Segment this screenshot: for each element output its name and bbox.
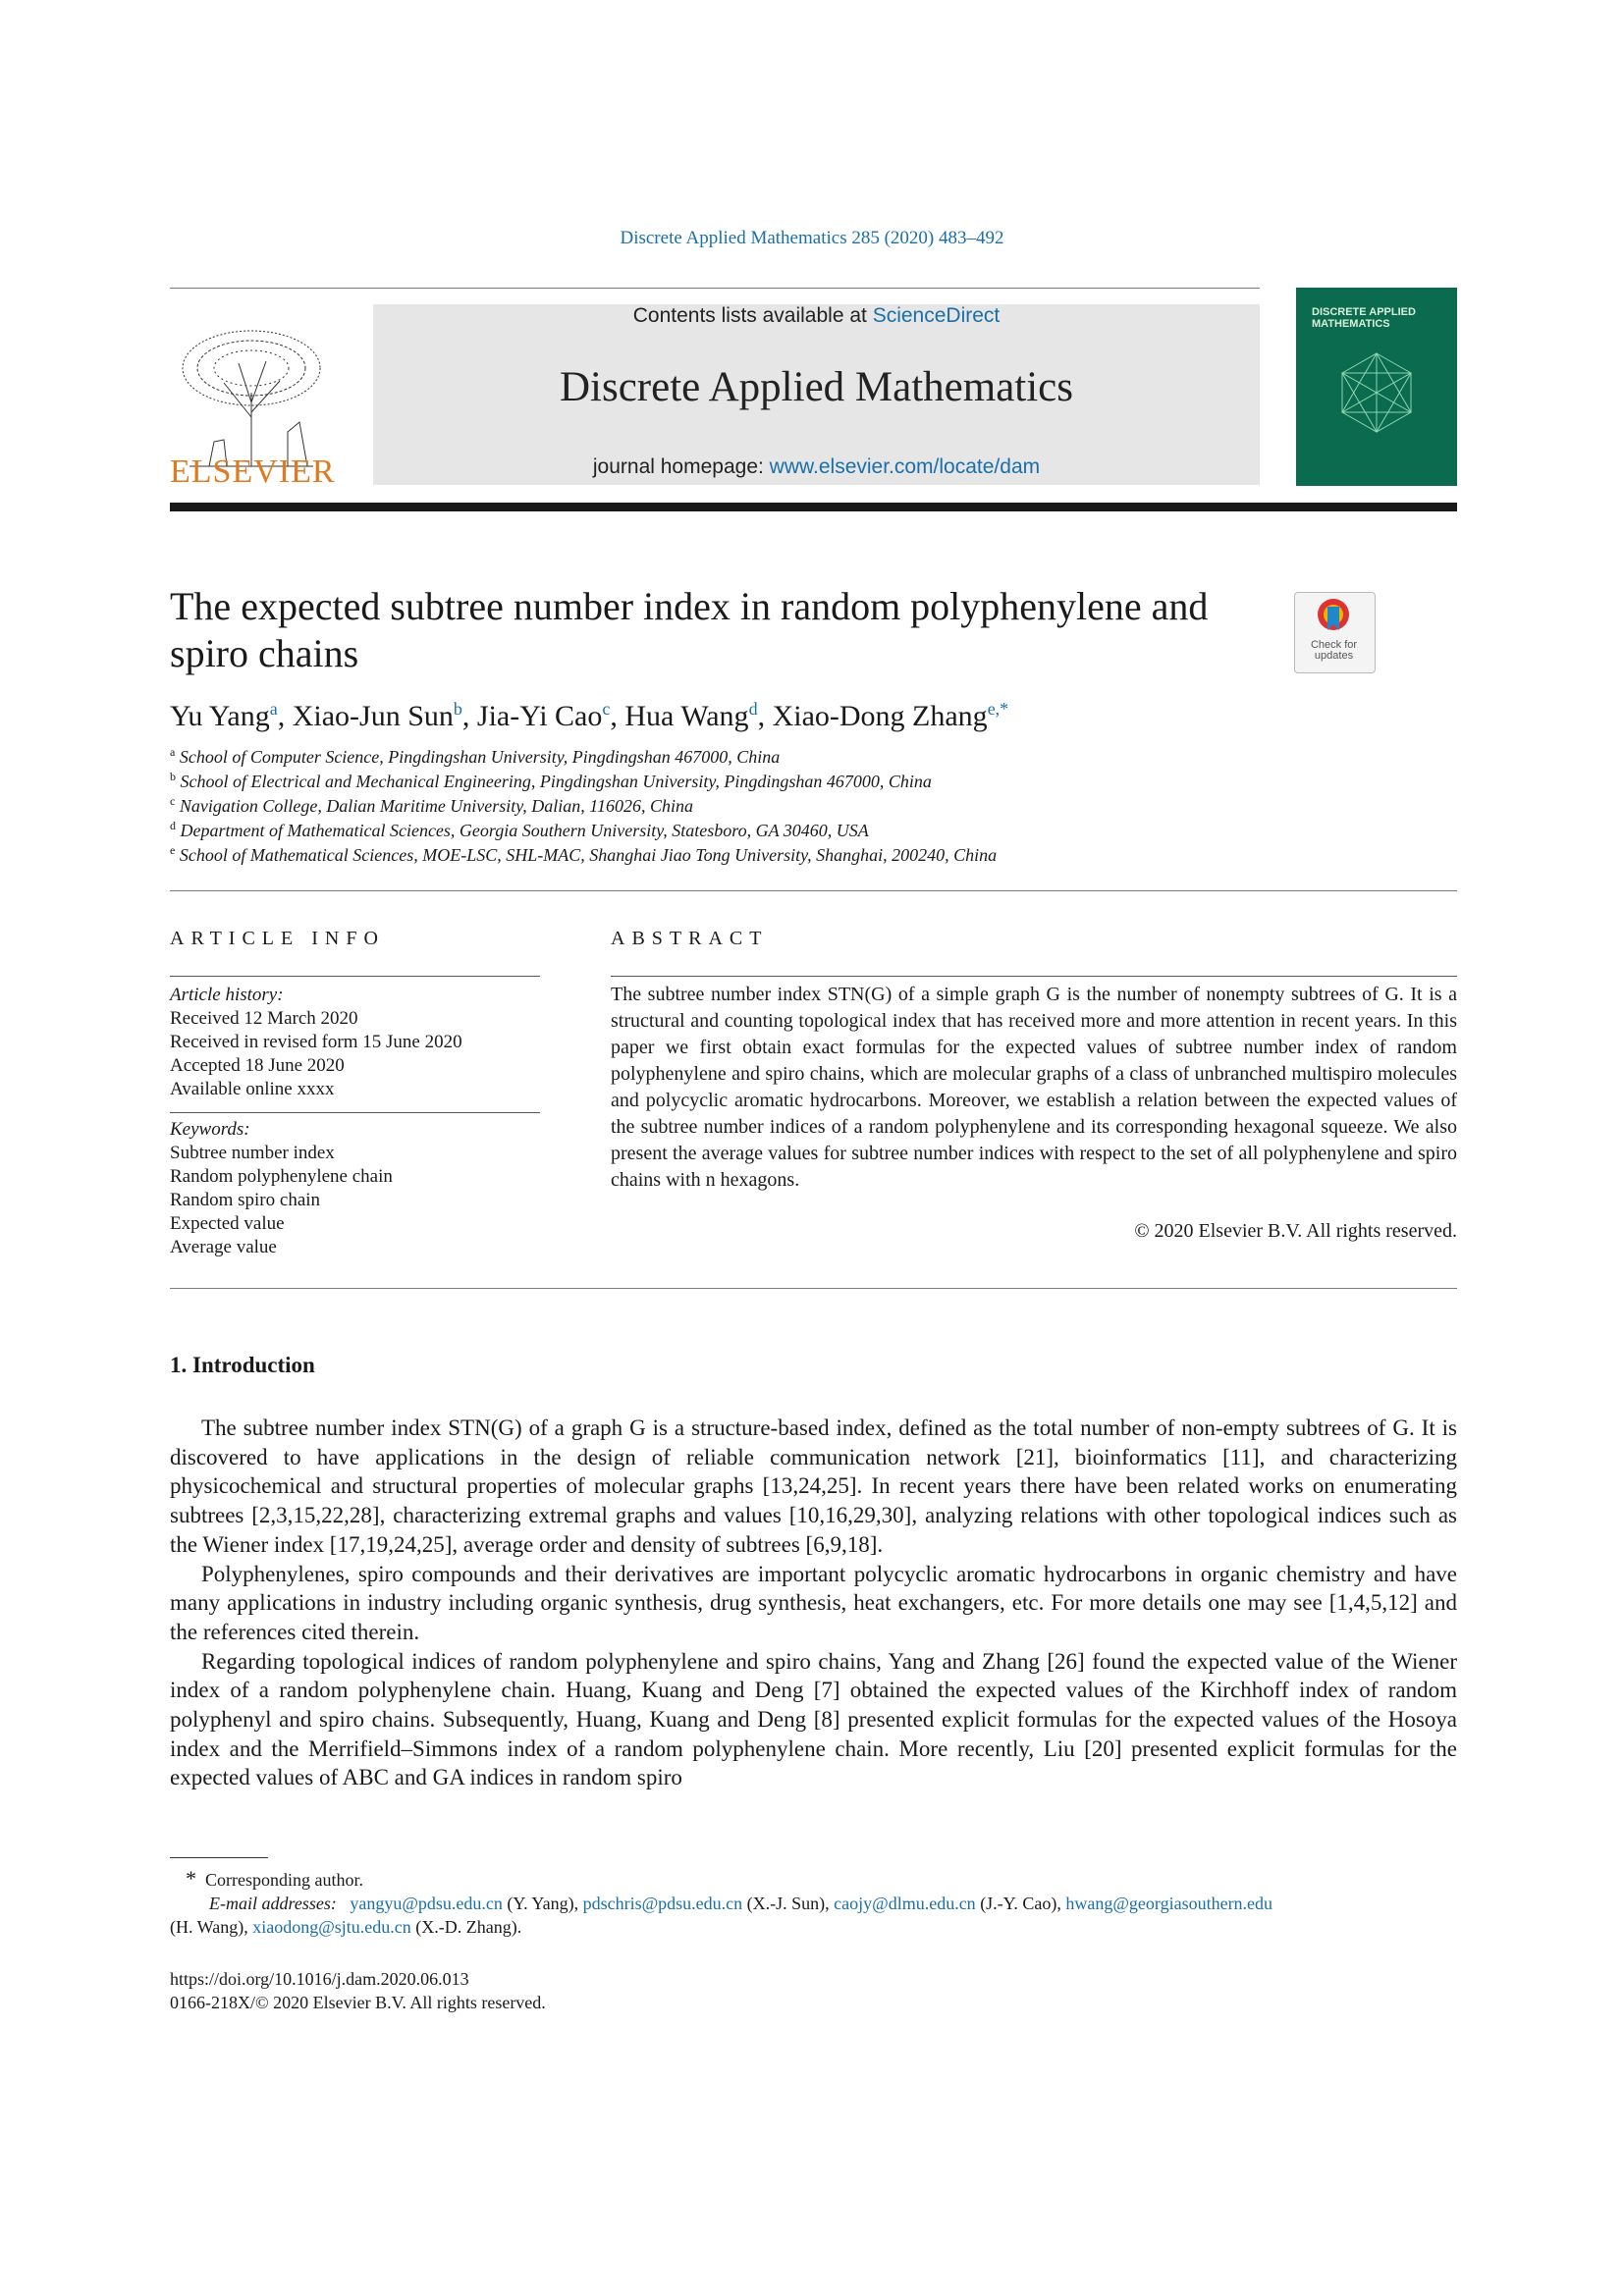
author-mark[interactable]: b xyxy=(453,699,462,719)
email-link[interactable]: yangyu@pdsu.edu.cn xyxy=(350,1894,503,1913)
abstract-text: The subtree number index STN(G) of a simple graph G is the number of nonempty subtrees of G. It is a structural and counting topological index that has received more and more attention in recent years. In this paper we first obtain exact formulas for the expected values of subtree number index of random polyphenylene and spiro chains, which are molecular graphs of a class of unbranched multispiro molecules and polycyclic aromatic hydrocarbons. Moreover, we establish a relation between the expected values of the subtree number indices of a random polyphenylene and its corresponding hexagonal squeeze. We also present the average values for subtree number indices with respect to the set of all polyphenylene and spiro chains with n hexagons. xyxy=(611,984,1457,1191)
affiliation-mark: d xyxy=(170,819,176,832)
author-mark[interactable]: e,* xyxy=(987,699,1009,719)
author-name[interactable]: Yu Yang xyxy=(170,700,270,732)
divider xyxy=(170,1288,1457,1289)
article-history xyxy=(170,984,540,1101)
paragraph: Polyphenylenes, spiro compounds and their derivatives are important polycyclic aromatic hydrocarbons in organic chemistry and have many applications in industry including organic synthesis, drug synthesis, heat exchangers, etc. For more details one may see [1,4,5,12] and the references cited therein. xyxy=(170,1561,1457,1644)
email-owner: (Y. Yang), xyxy=(507,1894,579,1913)
check-for-updates-label: Check for updates xyxy=(1310,639,1358,662)
affiliation-mark: e xyxy=(170,843,176,857)
author-name[interactable]: Xiao-Jun Sun xyxy=(292,700,454,732)
article-info-heading: ARTICLE INFO xyxy=(170,928,385,949)
affiliation-text: Department of Mathematical Sciences, Georgia Southern University, Statesboro, GA 30460, USA xyxy=(180,821,869,840)
keywords-label: Keywords: xyxy=(170,1119,250,1140)
divider xyxy=(170,890,1457,891)
author-mark[interactable]: d xyxy=(748,699,758,719)
keyword: Random polyphenylene chain xyxy=(170,1166,393,1187)
footnote-rule xyxy=(170,1857,268,1858)
keyword: Average value xyxy=(170,1237,277,1257)
divider xyxy=(170,976,540,977)
sciencedirect-link[interactable]: ScienceDirect xyxy=(872,304,1001,327)
email-footnote-cont xyxy=(170,1915,1457,1939)
header-thick-rule xyxy=(170,503,1457,511)
elsevier-wordmark: ELSEVIER xyxy=(170,454,336,490)
author-name[interactable]: Jia-Yi Cao xyxy=(476,700,603,732)
footnote-text: Corresponding author. xyxy=(205,1870,363,1890)
affiliation xyxy=(170,819,1446,841)
affiliation-mark: b xyxy=(170,770,176,783)
paragraph: Regarding topological indices of random polyphenylene and spiro chains, Yang and Zhang [26] found the expected value of the Wiener index of a random polyphenylene chain. Huang, Kuang and Deng [7] obtained the expected values of the Kirchhoff index of random polyphenyl and spiro chains. Subsequently, Huang, Kuang and Deng [8] presented explicit formulas for the expected values of the Hosoya index and the Merrifield–Simmons index of a random polyphenylene chain. More recently, Liu [20] presented explicit formulas for the expected values of ABC and GA indices in random spiro xyxy=(170,1648,1457,1790)
keywords xyxy=(170,1118,540,1259)
email-link[interactable]: pdschris@pdsu.edu.cn xyxy=(582,1894,743,1913)
author-mark[interactable]: c xyxy=(602,699,611,719)
abstract-copyright: © 2020 Elsevier B.V. All rights reserved. xyxy=(1134,1220,1457,1242)
author-list: Yu Yang$^a$, Xiao-Jun Sun$^b$, Jia-Yi Cao$^c$, Hua Wang$^d$, Xiao-Dong Zhang$^{e,*}$ xyxy=(170,699,1009,732)
affiliation-mark: c xyxy=(170,794,176,808)
article-title: The expected subtree number index in random polyphenylene and spiro chains xyxy=(170,584,1209,675)
footnote-mark: * xyxy=(186,1866,196,1891)
corresponding-footnote xyxy=(170,1867,1457,1892)
affiliation-text: School of Electrical and Mechanical Engineering, Pingdingshan University, Pingdingshan 467000, China xyxy=(180,772,932,791)
email-footnote xyxy=(170,1892,1457,1915)
cover-graph-icon xyxy=(1332,348,1421,437)
history-label: Article history: xyxy=(170,985,284,1005)
affiliation xyxy=(170,770,1446,792)
journal-reference[interactable]: Discrete Applied Mathematics 285 (2020) 483–492 xyxy=(620,228,1004,248)
doi-link[interactable]: https://doi.org/10.1016/j.dam.2020.06.013 xyxy=(170,1969,469,1989)
history-item: Available online xxxx xyxy=(170,1079,335,1099)
homepage-prefix: journal homepage: xyxy=(592,455,770,478)
email-label: E-mail addresses: xyxy=(209,1894,337,1913)
contents-line xyxy=(373,304,1260,328)
email-owner: (X.-J. Sun), xyxy=(746,1894,830,1913)
paragraph: The subtree number index STN(G) of a graph G is a structure-based index, defined as the total number of non-empty subtrees of G. It is discovered to have applications in the design of reliable communication network [21], bioinformatics [11], and characterizing physicochemical and structural properties of molecular graphs [13,24,25]. In recent years there have been related works on enumerating subtrees [2,3,15,22,28], characterizing extremal graphs and values [10,16,29,30], analyzing relations with other topological indices such as the Wiener index [17,19,24,25], average order and density of subtrees [6,9,18]. xyxy=(170,1415,1457,1557)
affiliation-text: School of Computer Science, Pingdingshan University, Pingdingshan 467000, China xyxy=(179,747,781,767)
homepage-link[interactable]: www.elsevier.com/locate/dam xyxy=(769,455,1041,478)
affiliation-mark: a xyxy=(170,745,176,759)
affiliation xyxy=(170,745,1446,768)
homepage-line xyxy=(373,455,1260,479)
author-name[interactable]: Hua Wang xyxy=(624,700,749,732)
affiliation-text: Navigation College, Dalian Maritime University, Dalian, 116026, China xyxy=(179,796,693,816)
affiliation xyxy=(170,794,1446,817)
header-rule xyxy=(170,288,1260,289)
issn-line: 0166-218X/© 2020 Elsevier B.V. All rights reserved. xyxy=(170,1993,546,2012)
keyword: Expected value xyxy=(170,1213,285,1234)
keyword: Subtree number index xyxy=(170,1143,335,1163)
divider xyxy=(611,976,1457,977)
email-link[interactable]: caojy@dlmu.edu.cn xyxy=(834,1894,976,1913)
history-item: Accepted 18 June 2020 xyxy=(170,1055,345,1076)
email-owner: (J.-Y. Cao), xyxy=(980,1894,1061,1913)
email-link[interactable]: hwang@georgiasouthern.edu xyxy=(1065,1894,1273,1913)
email-link[interactable]: xiaodong@sjtu.edu.cn xyxy=(252,1917,411,1937)
section-heading: 1. Introduction xyxy=(170,1353,315,1377)
cover-title: DISCRETE APPLIED MATHEMATICS xyxy=(1312,306,1416,330)
abstract-heading: ABSTRACT xyxy=(611,928,769,949)
author-name[interactable]: Xiao-Dong Zhang xyxy=(772,700,988,732)
affiliation-text: School of Mathematical Sciences, MOE-LSC, SHL-MAC, Shanghai Jiao Tong University, Shanghai, 200240, China xyxy=(179,845,998,865)
history-item: Received in revised form 15 June 2020 xyxy=(170,1032,462,1052)
keyword: Random spiro chain xyxy=(170,1190,321,1210)
email-owner: (H. Wang), xyxy=(170,1917,248,1937)
author-mark[interactable]: a xyxy=(269,699,278,719)
introduction-body xyxy=(170,1414,1457,1792)
email-owner: (X.-D. Zhang). xyxy=(415,1917,522,1937)
affiliation xyxy=(170,843,1446,866)
contents-prefix: Contents lists available at xyxy=(632,304,873,327)
divider xyxy=(170,1112,540,1113)
bookmark-icon xyxy=(1316,597,1351,638)
history-item: Received 12 March 2020 xyxy=(170,1008,358,1029)
journal-title: Discrete Applied Mathematics xyxy=(559,364,1073,410)
